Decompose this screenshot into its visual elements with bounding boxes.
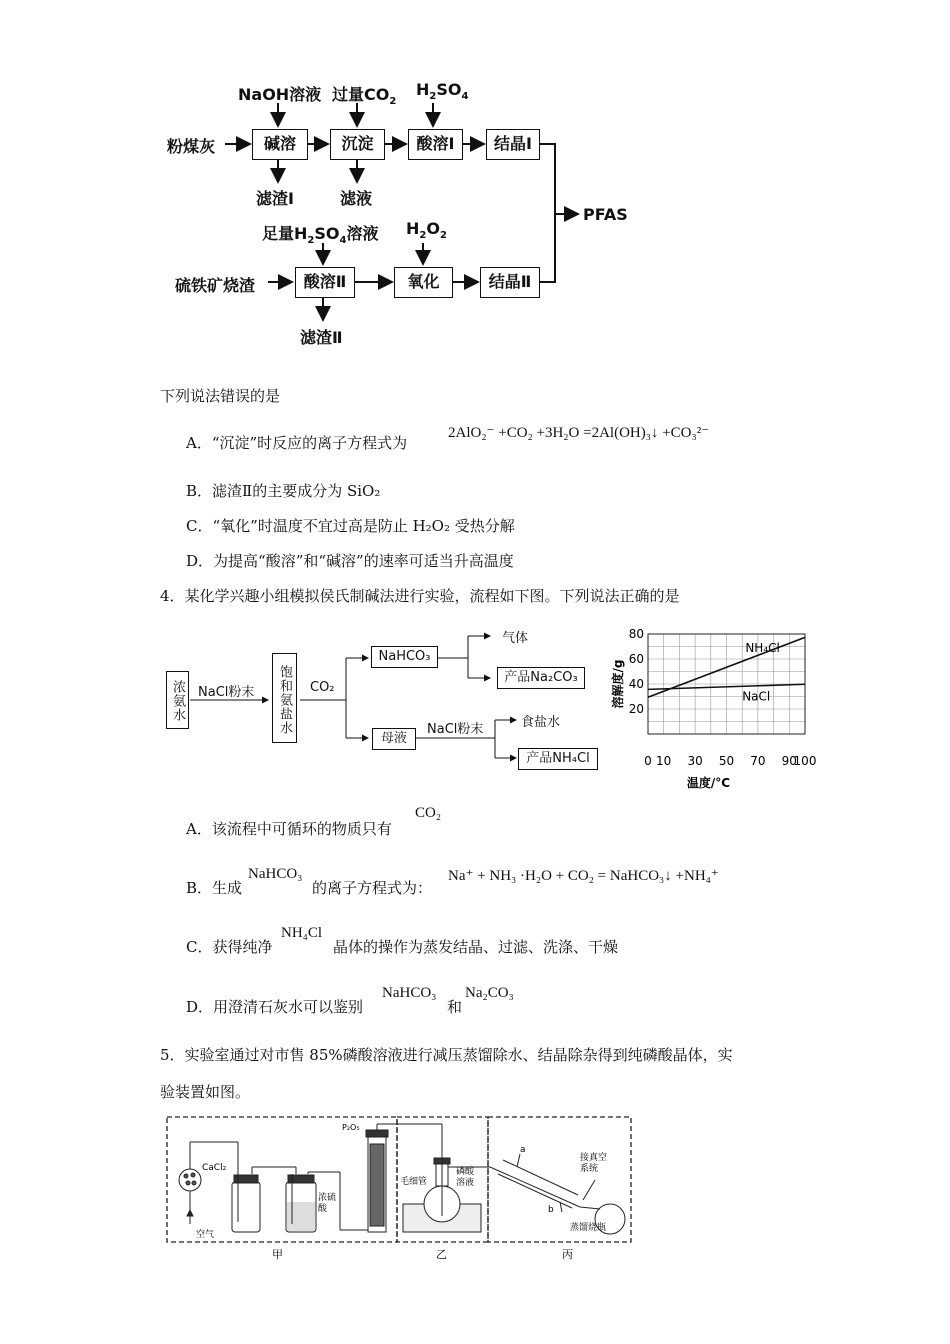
reagent-excess-h2so4: 足量$H_2SO_4$溶液 [262, 224, 379, 247]
q3-option-c: C．“氧化”时温度不宜过高是防止 H₂O₂ 受热分解 [186, 517, 515, 535]
x-tick-label: 100 [793, 754, 817, 768]
residue-2: 滤渣Ⅱ [300, 328, 343, 347]
filtrate: 滤液 [340, 189, 373, 208]
x-tick-label: 50 [718, 754, 735, 768]
x-axis-label: 温度/°C [686, 776, 731, 790]
y-tick-label: 20 [628, 702, 644, 716]
label-b: b [548, 1205, 554, 1215]
box-acid-dissolve-2: 酸溶Ⅱ [295, 267, 355, 298]
series-label: NH₄Cl [745, 641, 780, 656]
nacl-powder-label: NaCl粉末 [198, 685, 255, 700]
q3-option-a-text: A．“沉淀”时反应的离子方程式为 [186, 434, 408, 452]
q4-option-c-text-b: 晶体的操作为蒸发结晶、过滤、洗涤、干燥 [333, 938, 619, 956]
product-pfas: PFAS [583, 205, 628, 224]
mother-liquor-box: 母液 [372, 728, 416, 750]
residue-1: 滤渣Ⅰ [256, 189, 294, 208]
reagent-naoh: NaOH溶液 [238, 85, 322, 104]
series-label: NaCl [742, 689, 771, 704]
input-fly-ash: 粉煤灰 [167, 137, 216, 156]
saturated-brine-box: 饱和氨盐水 [272, 653, 297, 743]
q4-option-c-formula: NH₄Cl [281, 925, 323, 941]
q4-option-d-text-b: 和 [447, 998, 463, 1016]
solubility-chart [610, 622, 840, 792]
q5-stem-line2: 验装置如图。 [160, 1083, 251, 1101]
conc-ammonia-box: 浓氨水 [166, 671, 189, 729]
q4-option-d-formula2: Na₂CO₃ [465, 985, 514, 1001]
distill-flask-bath [403, 1158, 490, 1232]
label-cacl2: CaCl₂ [202, 1163, 227, 1173]
q4-option-a-text: A．该流程中可循环的物质只有 [186, 820, 392, 838]
label-p2o5: P₂O₅ [342, 1123, 360, 1132]
product-na2co3-box: 产品Na₂CO₃ [497, 667, 585, 689]
q5-stem-line1: 5．实验室通过对市售 85%磷酸溶液进行减压蒸馏除水、结晶除杂得到纯磷酸晶体，实 [160, 1046, 733, 1064]
q3-option-d: D．为提高“酸溶”和“碱溶”的速率可适当升高温度 [186, 552, 514, 570]
y-axis-label: 溶解度/g [611, 659, 625, 709]
gas-label: 气体 [502, 631, 529, 646]
label-vacuum: 接真空系统 [580, 1153, 608, 1174]
nacl-powder2-label: NaCl粉末 [427, 722, 484, 737]
label-section-bing: 丙 [562, 1248, 573, 1261]
box-crystallize-2: 结晶Ⅱ [480, 267, 540, 298]
q4-option-b-formula1: NaHCO₃ [248, 866, 303, 882]
box-precipitation: 沉淀 [330, 129, 385, 160]
frame-jia [167, 1117, 397, 1242]
y-tick-label: 60 [628, 652, 644, 666]
label-section-jia: 甲 [272, 1248, 283, 1261]
q4-option-b-formula2: Na⁺ + NH₃ ·H₂O + CO₂ = NaHCO₃↓ +NH₄⁺ [448, 868, 719, 884]
q4-option-b-text-a: B．生成 [186, 879, 243, 897]
label-conc-h2so4: 浓硫酸 [318, 1193, 337, 1214]
box-oxidation: 氧化 [394, 267, 453, 298]
label-flask: 蒸馏烧瓶 [570, 1223, 607, 1233]
box-alkali-dissolve: 碱溶 [252, 129, 308, 160]
x-tick-label: 30 [687, 754, 703, 768]
chart-grid [648, 634, 805, 734]
reagent-h2o2: $H_2O_2$ [406, 219, 447, 242]
q4-option-c-text-a: C．获得纯净 [186, 938, 273, 956]
x-tick-label: 90 [781, 754, 797, 768]
label-capillary: 毛细管 [400, 1177, 428, 1187]
label-phosphoric: 磷酸溶液 [456, 1167, 475, 1188]
x-tick-label: 70 [750, 754, 766, 768]
label-air: 空气 [196, 1230, 215, 1240]
reagent-co2: 过量$CO_2$ [332, 85, 397, 108]
label-a: a [520, 1145, 526, 1155]
q3-stem: 下列说法错误的是 [160, 387, 281, 405]
q4-stem: 4．某化学兴趣小组模拟侯氏制碱法进行实验，流程如下图。下列说法正确的是 [160, 587, 680, 605]
condenser [490, 1154, 580, 1212]
y-tick-label: 80 [628, 627, 644, 641]
chart-labels [610, 627, 816, 790]
x-tick-label: 0 [644, 754, 652, 768]
input-pyrite-cinder: 硫铁矿烧渣 [175, 276, 256, 295]
q4-option-b-text-b: 的离子方程式为： [312, 879, 433, 897]
co2-label: CO₂ [310, 680, 335, 695]
q4-option-d-formula1: NaHCO₃ [382, 985, 437, 1001]
q3-option-b: B．滤渣Ⅱ的主要成分为 SiO₂ [186, 482, 381, 500]
x-tick-label: 10 [656, 754, 672, 768]
product-nh4cl-box: 产品NH₄Cl [518, 748, 598, 770]
q3-option-a-formula: 2AlO₂⁻ +CO₂ +3H₂O =2Al(OH)₃↓ +CO₃²⁻ [448, 425, 710, 441]
reagent-h2so4: $H_2SO_4$ [416, 80, 469, 103]
y-tick-label: 40 [628, 677, 644, 691]
box-acid-dissolve-1: 酸溶Ⅰ [408, 129, 463, 160]
box-crystallize-1: 结晶Ⅰ [486, 129, 540, 160]
salt-water-label: 食盐水 [521, 715, 561, 730]
flow-diagram-arrows [0, 0, 950, 360]
label-section-yi: 乙 [436, 1248, 447, 1261]
q4-option-a-formula: CO₂ [415, 805, 442, 821]
q4-option-d-text-a: D．用澄清石灰水可以鉴别 [186, 998, 364, 1016]
cacl2-tube [179, 1142, 238, 1224]
nahco3-box: NaHCO₃ [371, 646, 438, 668]
apparatus-diagram [160, 1112, 640, 1264]
